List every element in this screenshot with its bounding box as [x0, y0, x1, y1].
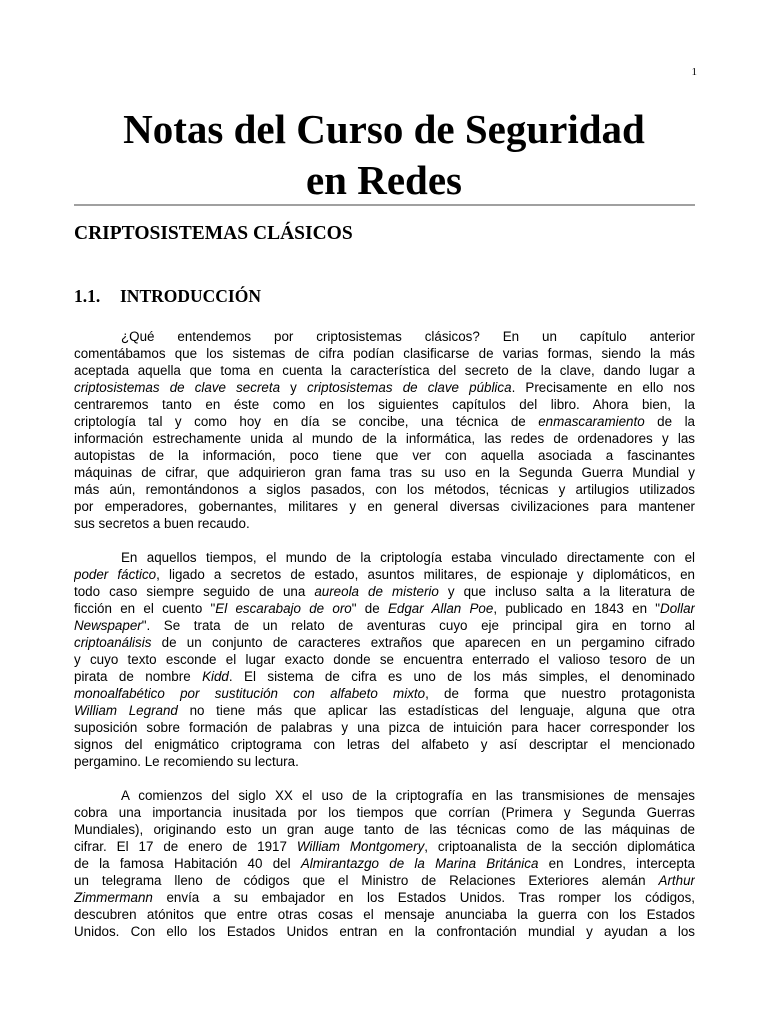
text-line — [74, 464, 695, 481]
text-run: más aún, remontándonos a siglos pasados, con los métodos, técnicas y artilugios utilizados — [74, 482, 695, 497]
italic-text: poder fáctico — [74, 567, 157, 582]
text-run: Mundiales), originando esto un gran auge tanto de las técnicas como de las máquinas de — [74, 822, 695, 837]
text-run: todo caso siempre seguido de una — [74, 584, 315, 599]
text-line — [74, 515, 695, 532]
text-line — [74, 923, 695, 940]
text-run: de la — [644, 414, 695, 429]
italic-text: Kidd — [202, 669, 229, 684]
italic-text: William Legrand — [74, 703, 178, 718]
text-run: de un conjunto de caracteres extraños que aparecen en un pergamino cifrado — [151, 635, 695, 650]
paragraph — [74, 787, 695, 940]
text-line — [74, 447, 695, 464]
italic-text: monoalfabético por sustitución con alfabeto mixto — [74, 686, 426, 701]
chapter-heading: CRIPTOSISTEMAS CLÁSICOS — [74, 223, 353, 244]
text-run: un telegrama lleno de códigos que el Ministro de Relaciones Exteriores alemán — [74, 873, 659, 888]
text-run: En aquellos tiempos, el mundo de la criptología estaba vinculado directamente con el — [121, 550, 695, 565]
italic-text: aureola de misterio — [314, 584, 439, 599]
text-line — [74, 889, 695, 906]
text-line — [74, 634, 695, 651]
text-run: sus secretos a buen recaudo. — [74, 516, 250, 531]
text-run: pirata de nombre — [74, 669, 203, 684]
text-line — [74, 821, 695, 838]
text-run: envía a su embajador en los Estados Unidos. Tras romper los códigos, — [152, 890, 695, 905]
text-line — [74, 685, 695, 702]
text-line — [74, 787, 695, 804]
italic-text: El escarabajo de oro — [215, 601, 352, 616]
text-run: por emperadores, gobernantes, militares y en general diversas civilizaciones para mantener — [74, 499, 695, 514]
text-line — [74, 668, 695, 685]
text-line — [74, 702, 695, 719]
text-run: Unidos. Con ello los Estados Unidos entran en la confrontación mundial y ayudan a los — [74, 924, 695, 939]
italic-text: Arthur — [658, 873, 695, 888]
italic-text: criptosistemas de clave secreta — [74, 380, 281, 395]
text-line — [74, 328, 695, 345]
section-heading — [74, 284, 261, 308]
text-run: , criptoanalista de la sección diplomática — [424, 839, 695, 854]
page-number: 1 — [691, 66, 697, 78]
italic-text: Dollar — [660, 601, 695, 616]
text-run: suposición sobre formación de palabras y una pizca de intuición para hacer corresponder los — [74, 720, 695, 735]
text-line — [74, 396, 695, 413]
text-run: y que incluso salta a la literatura de — [438, 584, 695, 599]
text-run: comentábamos que los sistemas de cifra podían clasificarse de varias formas, siendo la más — [74, 346, 695, 361]
text-run: aceptada aquella que toma en cuenta la característica del secreto de la clave, dando lugar a — [74, 363, 695, 378]
text-run: ficción en el cuento " — [74, 601, 216, 616]
paragraph — [74, 549, 695, 770]
text-line — [74, 362, 695, 379]
italic-text: Newspaper — [74, 618, 142, 633]
text-line — [74, 345, 695, 362]
text-run: , publicado en 1843 en " — [493, 601, 661, 616]
text-run: no tiene más que aplicar las estadísticas del lenguaje, alguna que otra — [177, 703, 695, 718]
text-run: cifrar. El 17 de enero de 1917 — [74, 839, 297, 854]
text-run: , de forma que nuestro protagonista — [425, 686, 695, 701]
text-line — [74, 753, 695, 770]
text-run: " de — [351, 601, 388, 616]
italic-text: Almirantazgo de la Marina Británica — [300, 856, 539, 871]
text-run: pergamino. Le recomiendo su lectura. — [74, 754, 299, 769]
text-line — [74, 549, 695, 566]
text-line — [74, 617, 695, 634]
text-line — [74, 583, 695, 600]
section-title: INTRODUCCIÓN — [120, 286, 261, 306]
text-run: signos del enigmático criptograma con letras del alfabeto y así descriptar el mencionado — [74, 737, 695, 752]
text-run: en Londres, intercepta — [538, 856, 695, 871]
text-line — [74, 804, 695, 821]
document-title — [74, 104, 694, 206]
text-run: y — [280, 380, 307, 395]
document-title-line-1: Notas del Curso de Seguridad — [123, 106, 645, 152]
text-run: A comienzos del siglo XX el uso de la criptografía en las transmisiones de mensajes — [121, 788, 695, 803]
italic-text: enmascaramiento — [538, 414, 645, 429]
title-divider — [74, 204, 695, 206]
text-line — [74, 413, 695, 430]
text-run: ¿Qué entendemos por criptosistemas clásicos? En un capítulo anterior — [121, 329, 695, 344]
text-run: centraremos tanto en éste como en los siguientes capítulos del libro. Ahora bien, la — [74, 397, 695, 412]
text-line — [74, 872, 695, 889]
text-line — [74, 651, 695, 668]
text-line — [74, 498, 695, 515]
text-run: . El sistema de cifra es uno de los más simples, el denominado — [228, 669, 695, 684]
section-number: 1.1. — [74, 286, 101, 306]
text-line — [74, 566, 695, 583]
text-line — [74, 855, 695, 872]
italic-text: criptoanálisis — [74, 635, 152, 650]
text-line — [74, 379, 695, 396]
text-line — [74, 838, 695, 855]
italic-text: Zimmermann — [74, 890, 153, 905]
text-run: cobra una importancia inusitada por los tiempos que corrían (Primera y Segunda Guerras — [74, 805, 695, 820]
italic-text: criptosistemas de clave pública — [307, 380, 512, 395]
text-run: de la famosa Habitación 40 del — [74, 856, 301, 871]
text-run: ". Se trata de un relato de aventuras cuyo eje principal gira en torno al — [141, 618, 695, 633]
text-run: información estrechamente unida al mundo de la informática, las redes de ordenadores y las — [74, 431, 695, 446]
text-line — [74, 600, 695, 617]
text-line — [74, 719, 695, 736]
text-line — [74, 430, 695, 447]
text-run: autopistas de la información, poco tiene que ver con aquella asociada a fascinantes — [74, 448, 695, 463]
text-line — [74, 736, 695, 753]
text-line — [74, 906, 695, 923]
italic-text: Edgar Allan Poe — [387, 601, 494, 616]
text-run: y cuyo texto esconde el lugar exacto donde se encuentra enterrado el valioso tesoro de un — [74, 652, 695, 667]
document-title-line-2: en Redes — [305, 157, 462, 203]
text-run: descubren atónitos que entre otras cosas el mensaje anunciaba la guerra con los Estados — [74, 907, 695, 922]
text-run: máquinas de cifrar, que adquirieron gran fama tras su uso en la Segunda Guerra Mundial y — [74, 465, 695, 480]
text-run: . Precisamente en ello nos — [511, 380, 695, 395]
text-run: criptología tal y como hoy en día se concibe, una técnica de — [74, 414, 539, 429]
body-text — [74, 328, 695, 957]
text-run: , ligado a secretos de estado, asuntos militares, de espionaje y diplomáticos, en — [156, 567, 695, 582]
text-line — [74, 481, 695, 498]
italic-text: William Montgomery — [296, 839, 425, 854]
paragraph — [74, 328, 695, 532]
